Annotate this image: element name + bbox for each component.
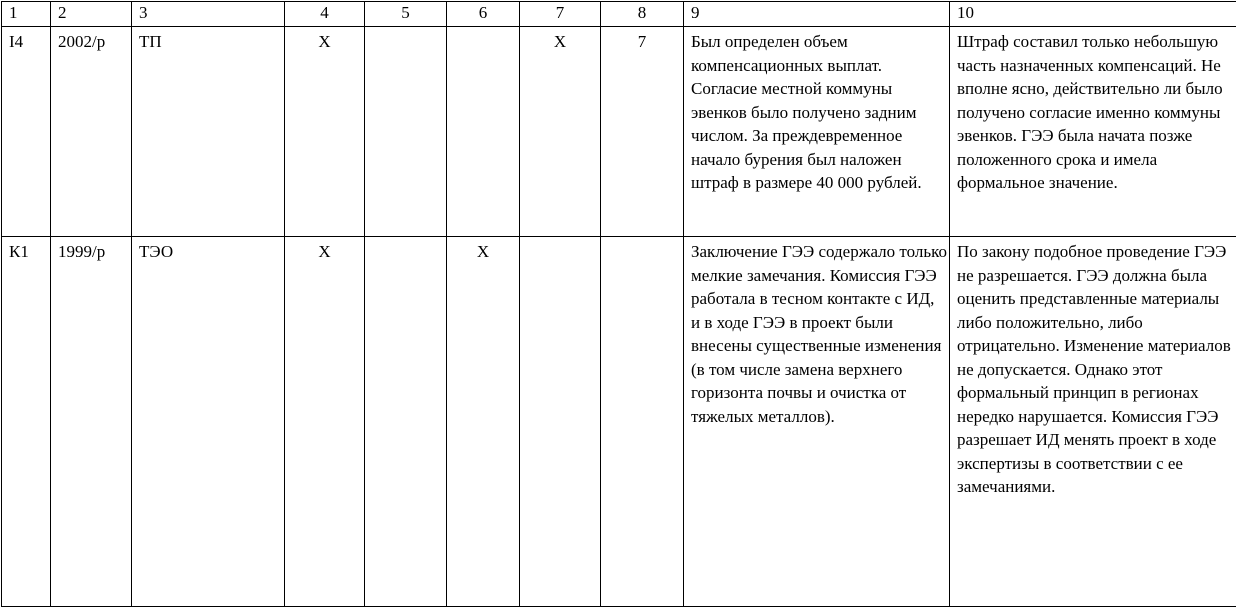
table-row bbox=[2, 237, 1236, 607]
row-mark-cell: Х bbox=[447, 237, 520, 607]
row-comment-cell: Штраф составил только небольшую часть назначенных компенсаций. Не вполне ясно, действительно ли было получено согласие именно коммуны эвенков. ГЭЭ была начата позже положенного срока и имела формальное значение. bbox=[950, 27, 1236, 237]
row-number-cell: 7 bbox=[601, 27, 684, 237]
row-year-cell: 1999/р bbox=[51, 237, 132, 607]
row-mark-cell: Х bbox=[285, 237, 365, 607]
header-cell: 1 bbox=[2, 2, 51, 27]
row-doc-type-cell: ТП bbox=[132, 27, 285, 237]
row-description-cell: Заключение ГЭЭ содержало только мелкие замечания. Комиссия ГЭЭ работала в тесном контакте с ИД, и в ходе ГЭЭ в проект были внесены существенные изменения (в том числе замена верхнего горизонта почвы и очистка от тяжелых металлов). bbox=[684, 237, 950, 607]
header-cell: 10 bbox=[950, 2, 1236, 27]
header-cell: 9 bbox=[684, 2, 950, 27]
row-code-cell: I4 bbox=[2, 27, 51, 237]
row-mark-cell: Х bbox=[285, 27, 365, 237]
header-cell: 3 bbox=[132, 2, 285, 27]
row-number-cell bbox=[601, 237, 684, 607]
row-code-cell: К1 bbox=[2, 237, 51, 607]
header-cell: 2 bbox=[51, 2, 132, 27]
header-cell: 7 bbox=[520, 2, 601, 27]
header-cell: 5 bbox=[365, 2, 447, 27]
row-mark-cell bbox=[365, 237, 447, 607]
row-year-cell: 2002/р bbox=[51, 27, 132, 237]
row-description-cell: Был определен объем компенсационных выплат. Согласие местной коммуны эвенков было получено задним числом. За преждевременное начало бурения был наложен штраф в размере 40 000 рублей. bbox=[684, 27, 950, 237]
table-row bbox=[2, 27, 1236, 237]
header-cell: 6 bbox=[447, 2, 520, 27]
data-table bbox=[1, 1, 1236, 607]
header-row bbox=[2, 2, 1236, 27]
row-mark-cell bbox=[520, 237, 601, 607]
row-mark-cell bbox=[365, 27, 447, 237]
header-cell: 4 bbox=[285, 2, 365, 27]
row-comment-cell: По закону подобное проведение ГЭЭ не разрешается. ГЭЭ должна была оценить представленные материалы либо положительно, либо отрицательно. Изменение материалов не допускается. Однако этот формальный принцип в регионах нередко нарушается. Комиссия ГЭЭ разрешает ИД менять проект в ходе экспертизы в соответствии с ее замечаниями. bbox=[950, 237, 1236, 607]
row-doc-type-cell: ТЭО bbox=[132, 237, 285, 607]
header-cell: 8 bbox=[601, 2, 684, 27]
row-mark-cell: Х bbox=[520, 27, 601, 237]
row-mark-cell bbox=[447, 27, 520, 237]
